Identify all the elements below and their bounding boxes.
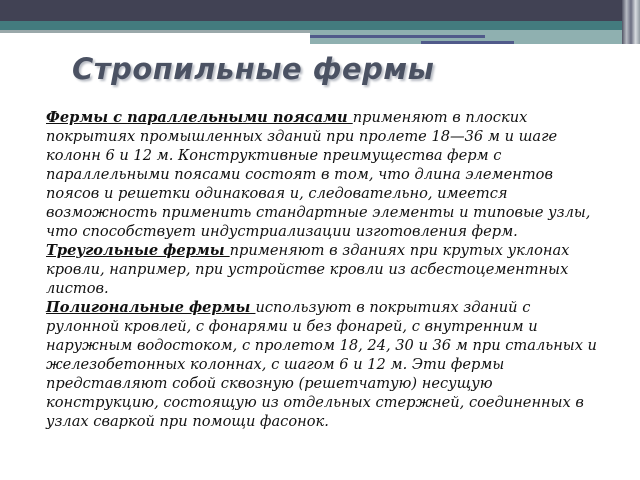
slide-body bbox=[46, 108, 602, 431]
paragraph-parallel-chord bbox=[46, 108, 602, 241]
paragraph-text: применяют в плоских покрытиях промышленных зданий при пролете 18—36 м и шаге колонн 6 и 12 м. Конструктивные преимущества ферм с параллельными поясами состоят в том, что длина элементов поясов и решетки одинаковая и, следовательно, имеется возможность применить стандартные элементы и типовые узлы, что способствует индустриализации изготовления ферм. bbox=[46, 109, 591, 240]
header-teal-band bbox=[0, 21, 640, 30]
paragraph-triangular bbox=[46, 241, 602, 298]
term: Фермы с параллельными поясами bbox=[46, 109, 353, 126]
slide-title: Стропильные фермы bbox=[72, 52, 435, 86]
paragraph-text: используют в покрытиях зданий с рулонной кровлей, с фонарями и без фонарей, с внутренним и наружным водостоком, с пролетом 18, 24, 30 и 36 м при стальных и железобетонных колоннах, с шагом 6 и 12 м. Эти фермы представляют собой сквозную (решетчатую) несущую конструкцию, состоящую из отдельных стержней, соединенных в узлах сваркой при помощи фасонок. bbox=[46, 299, 597, 430]
paragraph-polygonal bbox=[46, 298, 602, 431]
paragraph-text: применяют в зданиях при крутых уклонах кровли, например, при устройстве кровли из асбестоцементных листов. bbox=[46, 242, 570, 297]
header-shadow bbox=[0, 30, 310, 33]
header-accent-line bbox=[310, 35, 485, 38]
term: Треугольные фермы bbox=[46, 242, 230, 259]
header-dark-band bbox=[0, 0, 640, 21]
header-accent-line bbox=[421, 41, 514, 44]
term: Полигональные фермы bbox=[46, 299, 256, 316]
header-edge-decoration bbox=[622, 0, 640, 44]
